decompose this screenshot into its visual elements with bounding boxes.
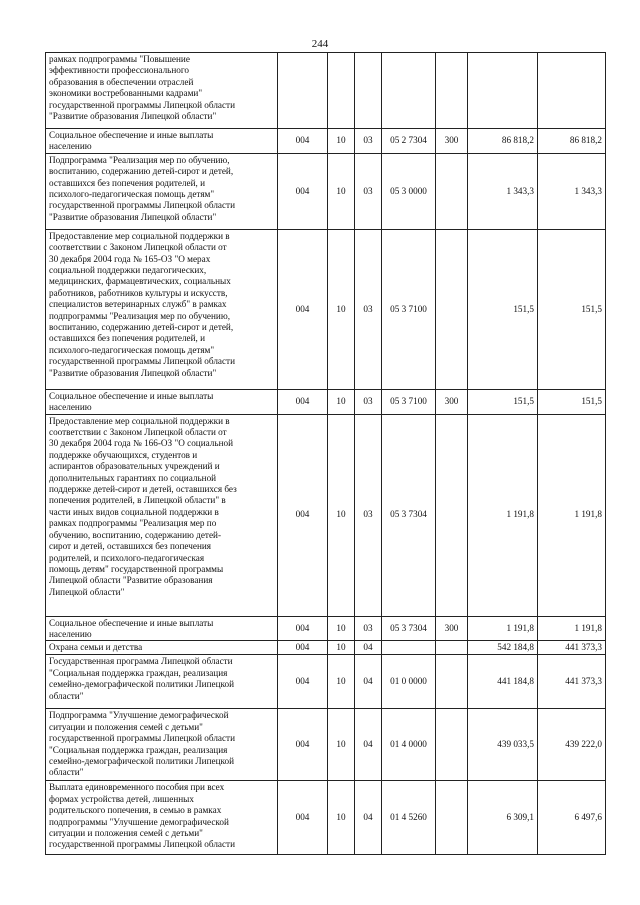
- amount-first-year: 86 818,2: [468, 129, 538, 154]
- target-article-code: 01 4 5260: [382, 781, 436, 855]
- expense-type-code: 300: [436, 129, 468, 154]
- amount-first-year: 439 033,5: [468, 709, 538, 781]
- amount-first-year: 542 184,8: [468, 641, 538, 655]
- ministry-code: 004: [278, 414, 328, 616]
- subsection-code: 03: [355, 153, 382, 229]
- table-row: [46, 616, 606, 641]
- amount-second-year: 151,5: [538, 229, 606, 389]
- section-code: [328, 53, 355, 129]
- ministry-code: 004: [278, 229, 328, 389]
- row-description: рамках подпрограммы "Повышение эффективности профессионального образования в обеспечении отраслей экономики востребованными кадрами" государственной программы Липецкой области "Развитие образования Липецкой области": [46, 53, 278, 129]
- table-row: [46, 709, 606, 781]
- subsection-code: 03: [355, 129, 382, 154]
- table-row: [46, 153, 606, 229]
- row-description: Государственная программа Липецкой области "Социальная поддержка граждан, реализация семейно-демографической политики Липецкой области": [46, 655, 278, 709]
- ministry-code: 004: [278, 709, 328, 781]
- ministry-code: 004: [278, 129, 328, 154]
- table-row: [46, 641, 606, 655]
- table-row: [46, 781, 606, 855]
- page-number: 244: [311, 38, 329, 50]
- expense-type-code: [436, 781, 468, 855]
- target-article-code: [382, 53, 436, 129]
- amount-second-year: 1 191,8: [538, 616, 606, 641]
- amount-first-year: [468, 53, 538, 129]
- amount-second-year: 441 373,3: [538, 655, 606, 709]
- section-code: 10: [328, 129, 355, 154]
- target-article-code: 01 0 0000: [382, 655, 436, 709]
- amount-first-year: 6 309,1: [468, 781, 538, 855]
- amount-second-year: 1 191,8: [538, 414, 606, 616]
- budget-table: [45, 52, 606, 855]
- table-row: [46, 655, 606, 709]
- row-description: Социальное обеспечение и иные выплаты населению: [46, 616, 278, 641]
- amount-second-year: 151,5: [538, 389, 606, 414]
- subsection-code: 03: [355, 616, 382, 641]
- expense-type-code: [436, 641, 468, 655]
- section-code: 10: [328, 781, 355, 855]
- ministry-code: 004: [278, 641, 328, 655]
- target-article-code: 05 2 7304: [382, 129, 436, 154]
- subsection-code: 03: [355, 389, 382, 414]
- subsection-code: 03: [355, 414, 382, 616]
- subsection-code: 03: [355, 229, 382, 389]
- amount-second-year: 439 222,0: [538, 709, 606, 781]
- section-code: 10: [328, 616, 355, 641]
- table-row: [46, 129, 606, 154]
- amount-first-year: 151,5: [468, 389, 538, 414]
- amount-first-year: 1 191,8: [468, 616, 538, 641]
- expense-type-code: [436, 153, 468, 229]
- ministry-code: 004: [278, 389, 328, 414]
- section-code: 10: [328, 709, 355, 781]
- section-code: 10: [328, 389, 355, 414]
- row-description: Социальное обеспечение и иные выплаты населению: [46, 389, 278, 414]
- row-description: Предоставление мер социальной поддержки в соответствии с Законом Липецкой области от 30 декабря 2004 года № 166-ОЗ "О социальной поддержке обучающихся, студентов и аспирантов образовательных учреждений и дополнительных гарантиях по социальной поддержке детей-сирот и детей, оставшихся без попечения родителей, в Липецкой области" в части иных видов социальной поддержки в рамках подпрограммы "Реализация мер по обучению, воспитанию, содержанию детей- сирот и детей, оставшихся без попечения родителей, и психолого-педагогическая помощь детям" государственной программы Липецкой области "Развитие образования Липецкой области": [46, 414, 278, 616]
- subsection-code: 04: [355, 709, 382, 781]
- amount-second-year: 1 343,3: [538, 153, 606, 229]
- expense-type-code: [436, 53, 468, 129]
- row-description: Подпрограмма "Реализация мер по обучению, воспитанию, содержанию детей-сирот и детей, оставшихся без попечения родителей, и психолого-педагогическая помощь детям" государственной программы Липецкой области "Развитие образования Липецкой области": [46, 153, 278, 229]
- ministry-code: 004: [278, 781, 328, 855]
- amount-second-year: [538, 53, 606, 129]
- row-description: Предоставление мер социальной поддержки в соответствии с Законом Липецкой области от 30 декабря 2004 года № 165-ОЗ "О мерах социальной поддержки педагогических, медицинских, фармацевтических, социальных работников, работников культуры и искусств, специалистов ветеринарных служб" в рамках подпрограммы "Реализация мер по обучению, воспитанию, содержанию детей-сирот и детей, оставшихся без попечения родителей, и психолого-педагогическая помощь детям" государственной программы Липецкой области "Развитие образования Липецкой области": [46, 229, 278, 389]
- row-description: Социальное обеспечение и иные выплаты населению: [46, 129, 278, 154]
- expense-type-code: [436, 709, 468, 781]
- expense-type-code: [436, 655, 468, 709]
- amount-first-year: 441 184,8: [468, 655, 538, 709]
- section-code: 10: [328, 414, 355, 616]
- section-code: 10: [328, 641, 355, 655]
- target-article-code: 05 3 0000: [382, 153, 436, 229]
- expense-type-code: [436, 414, 468, 616]
- row-description: Выплата единовременного пособия при всех формах устройства детей, лишенных родительского попечения, в семью в рамках подпрограммы "Улучшение демографической ситуации и положения семей с детьми" государственной программы Липецкой области: [46, 781, 278, 855]
- section-code: 10: [328, 655, 355, 709]
- target-article-code: [382, 641, 436, 655]
- row-description: Охрана семьи и детства: [46, 641, 278, 655]
- expense-type-code: 300: [436, 616, 468, 641]
- target-article-code: 05 3 7100: [382, 229, 436, 389]
- section-code: 10: [328, 229, 355, 389]
- target-article-code: 01 4 0000: [382, 709, 436, 781]
- ministry-code: 004: [278, 655, 328, 709]
- target-article-code: 05 3 7304: [382, 616, 436, 641]
- amount-first-year: 1 191,8: [468, 414, 538, 616]
- table-row: [46, 414, 606, 616]
- amount-second-year: 86 818,2: [538, 129, 606, 154]
- table-row: [46, 53, 606, 129]
- amount-first-year: 1 343,3: [468, 153, 538, 229]
- ministry-code: 004: [278, 616, 328, 641]
- target-article-code: 05 3 7304: [382, 414, 436, 616]
- ministry-code: 004: [278, 153, 328, 229]
- target-article-code: 05 3 7100: [382, 389, 436, 414]
- subsection-code: 04: [355, 781, 382, 855]
- table-row: [46, 389, 606, 414]
- expense-type-code: [436, 229, 468, 389]
- ministry-code: [278, 53, 328, 129]
- subsection-code: [355, 53, 382, 129]
- table-row: [46, 229, 606, 389]
- section-code: 10: [328, 153, 355, 229]
- amount-second-year: 441 373,3: [538, 641, 606, 655]
- subsection-code: 04: [355, 641, 382, 655]
- expense-type-code: 300: [436, 389, 468, 414]
- row-description: Подпрограмма "Улучшение демографической ситуации и положения семей с детьми" государственной программы Липецкой области "Социальная поддержка граждан, реализация семейно-демографической политики Липецкой области": [46, 709, 278, 781]
- amount-first-year: 151,5: [468, 229, 538, 389]
- amount-second-year: 6 497,6: [538, 781, 606, 855]
- subsection-code: 04: [355, 655, 382, 709]
